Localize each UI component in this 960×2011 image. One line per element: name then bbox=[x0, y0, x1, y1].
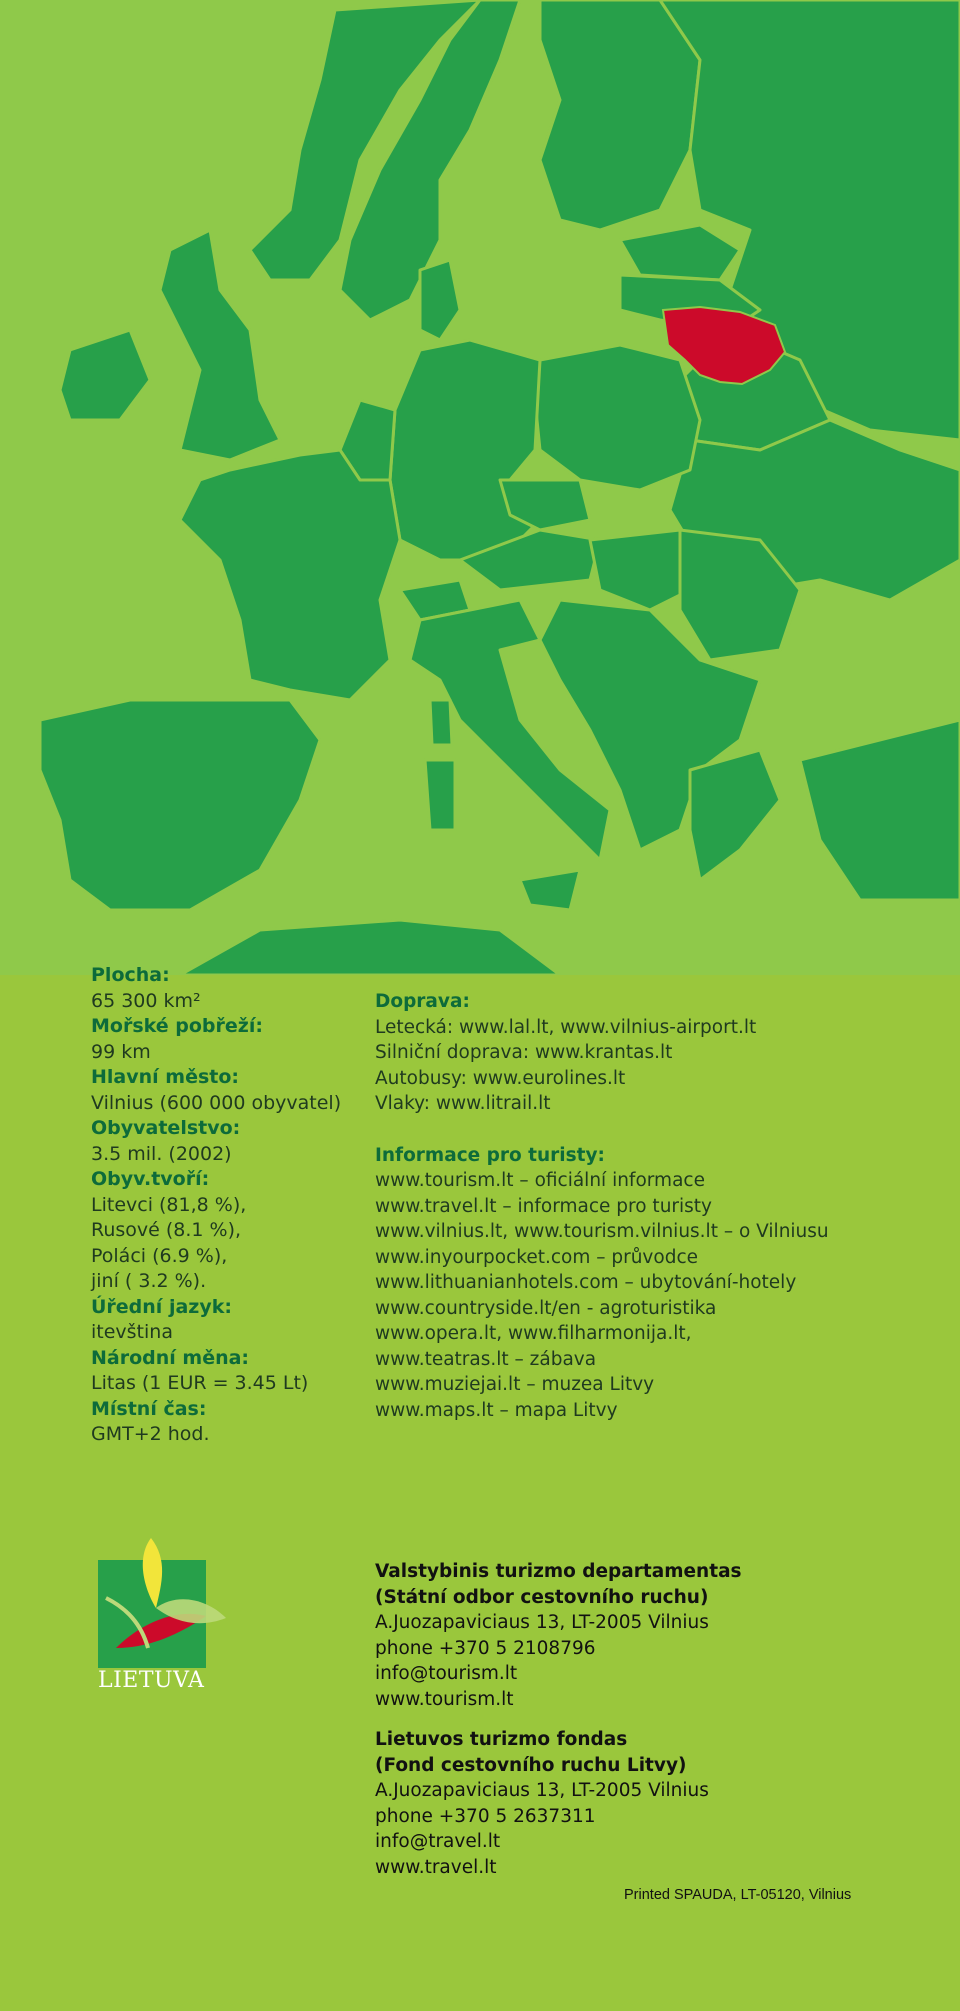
fact-label: Obyv.tvoří: bbox=[91, 1168, 210, 1190]
tourist_info-line[interactable]: www.teatras.lt – zábava bbox=[375, 1348, 597, 1370]
tourist-info-list bbox=[375, 1168, 935, 1423]
contact-email[interactable]: info@tourism.lt bbox=[375, 1663, 518, 1684]
tourist_info-line[interactable]: www.lithuanianhotels.com – ubytování-hotely bbox=[375, 1272, 797, 1293]
fact-value: Litevci (81,8 %), bbox=[91, 1193, 247, 1216]
fact-label: Hlavní město: bbox=[91, 1066, 240, 1088]
fact-label: Národní měna: bbox=[91, 1346, 250, 1369]
contact-address: A.Juozapaviciaus 13, LT-2005 Vilnius bbox=[375, 1612, 709, 1633]
fact-label: Místní čas: bbox=[91, 1397, 207, 1420]
tourist_info-line[interactable]: www.inyourpocket.com – průvodce bbox=[375, 1246, 699, 1268]
contact-org: Lietuvos turizmo fondas bbox=[375, 1729, 628, 1750]
contact-org-cz: (Státní odbor cestovního ruchu) bbox=[375, 1586, 709, 1608]
info-column bbox=[375, 989, 935, 1423]
fact-value: Vilnius (600 000 obyvatel) bbox=[91, 1091, 342, 1114]
tourist_info-line[interactable]: www.opera.lt, www.filharmonija.lt, bbox=[375, 1323, 692, 1344]
tourist_info-line[interactable]: www.vilnius.lt, www.tourism.vilnius.lt – o Vilniusu bbox=[375, 1221, 829, 1242]
fact-value: itevština bbox=[91, 1321, 173, 1343]
corsica bbox=[430, 700, 452, 745]
contact-org-cz: (Fond cestovního ruchu Litvy) bbox=[375, 1754, 687, 1776]
fact-value: 65 300 km² bbox=[91, 989, 201, 1012]
fact-label: Mořské pobřeží: bbox=[91, 1015, 263, 1037]
contact-web[interactable]: www.travel.lt bbox=[375, 1856, 497, 1878]
contact-web[interactable]: www.tourism.lt bbox=[375, 1688, 514, 1710]
fact-label: Obyvatelstvo: bbox=[91, 1117, 241, 1139]
contact-phone: phone +370 5 2637311 bbox=[375, 1805, 596, 1827]
tourist_info-line[interactable]: www.countryside.lt/en - agroturistika bbox=[375, 1297, 717, 1319]
germany bbox=[390, 340, 540, 560]
tourist_info-line[interactable]: www.maps.lt – mapa Litvy bbox=[375, 1399, 618, 1421]
transport-line[interactable]: Silniční doprava: www.krantas.lt bbox=[375, 1042, 673, 1063]
tourist_info-line[interactable]: www.travel.lt – informace pro turisty bbox=[375, 1195, 713, 1217]
fact-value: GMT+2 hod. bbox=[91, 1423, 210, 1445]
printed-note: Printed SPAUDA, LT-05120, Vilnius bbox=[624, 1887, 852, 1903]
fact-label: Plocha: bbox=[91, 964, 170, 986]
transport-line[interactable]: Vlaky: www.litrail.lt bbox=[375, 1093, 551, 1114]
tourist-info-heading: Informace pro turisty: bbox=[375, 1144, 605, 1166]
transport-line[interactable]: Letecká: www.lal.lt, www.vilnius-airport.lt bbox=[375, 1016, 757, 1038]
country-facts bbox=[91, 963, 371, 1448]
contact-block-1 bbox=[375, 1559, 742, 1712]
transport-list bbox=[375, 1015, 935, 1117]
contact-block-2 bbox=[375, 1727, 709, 1880]
fact-value: Poláci (6.9 %), bbox=[91, 1244, 228, 1267]
europe-map bbox=[0, 0, 960, 975]
fact-value: 3.5 mil. (2002) bbox=[91, 1142, 232, 1165]
contact-phone: phone +370 5 2108796 bbox=[375, 1637, 596, 1659]
fact-value: Rusové (8.1 %), bbox=[91, 1219, 242, 1241]
contact-org: Valstybinis turizmo departamentas bbox=[375, 1561, 742, 1582]
fact-value: 99 km bbox=[91, 1040, 151, 1063]
fact-value: jiní ( 3.2 %). bbox=[91, 1270, 207, 1292]
logo-text: LIETUVA bbox=[98, 1668, 205, 1693]
fact-label: Úřední jazyk: bbox=[91, 1295, 232, 1318]
contact-email[interactable]: info@travel.lt bbox=[375, 1831, 501, 1852]
transport-line[interactable]: Autobusy: www.eurolines.lt bbox=[375, 1067, 626, 1089]
contact-address: A.Juozapaviciaus 13, LT-2005 Vilnius bbox=[375, 1780, 709, 1801]
tourist_info-line[interactable]: www.tourism.lt – oficiální informace bbox=[375, 1170, 705, 1191]
sardinia bbox=[425, 760, 455, 830]
transport-heading: Doprava: bbox=[375, 991, 470, 1012]
tourist_info-line[interactable]: www.muziejai.lt – muzea Litvy bbox=[375, 1374, 655, 1395]
fact-value: Litas (1 EUR = 3.45 Lt) bbox=[91, 1372, 309, 1394]
